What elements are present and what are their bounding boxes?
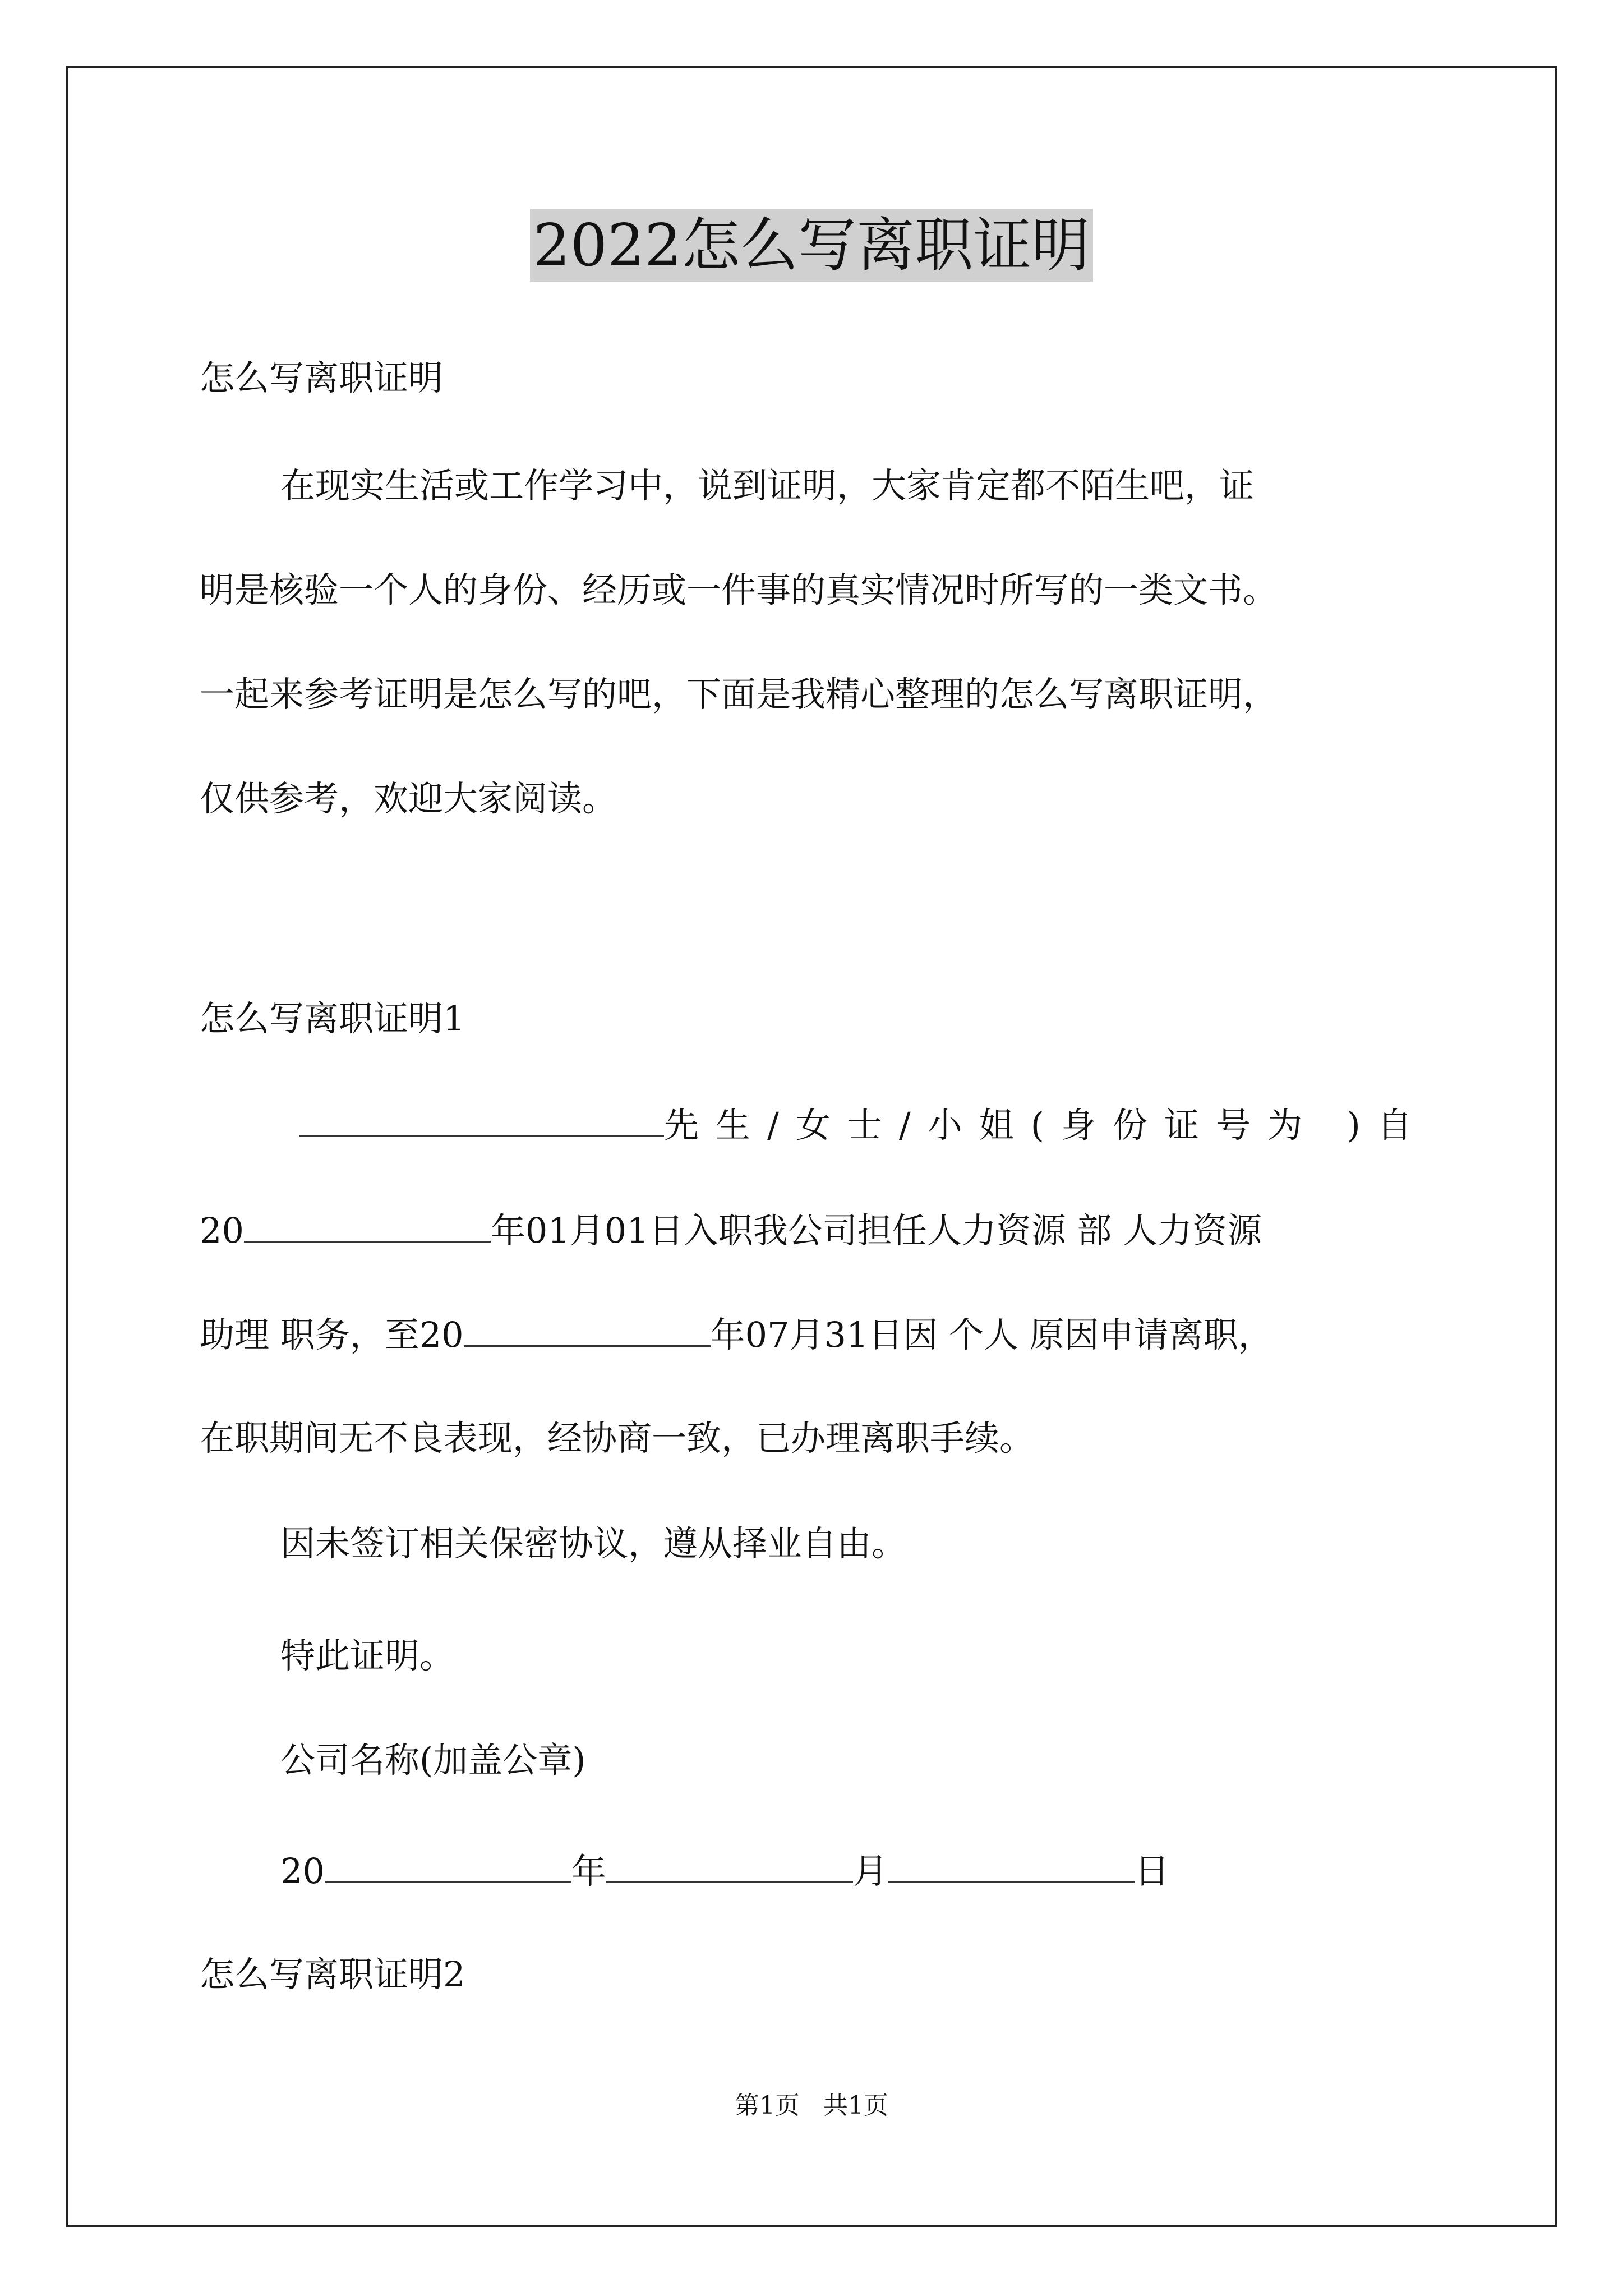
year-blank [464,1310,711,1347]
year-blank [244,1206,491,1243]
title-container [0,209,1623,282]
cert1-line-1-text: 先生/女士/小姐(身份证号为 )自 [664,1105,1429,1145]
month-blank [606,1847,853,1883]
intro-line-2: 明是核验一个人的身份、经历或一件事的真实情况时所写的一类文书。 [200,569,1278,610]
document-title: 2022怎么写离职证明 [530,209,1094,282]
day-blank [888,1847,1135,1883]
document-heading: 怎么写离职证明 [200,357,444,398]
cert1-line-5: 因未签订相关保密协议，遵从择业自由。 [280,1523,907,1564]
year-blank [325,1847,571,1883]
cert1-line-3-prefix: 助理 职务，至20 [200,1314,464,1355]
cert1-line-1 [299,1101,1429,1145]
cert1-line-2-text: 年01月01日入职我公司担任人力资源 部 人力资源 [490,1210,1262,1251]
cert1-line-2 [200,1206,1262,1251]
date-year: 年 [571,1851,606,1892]
intro-line-4: 仅供参考，欢迎大家阅读。 [200,778,617,819]
name-blank [299,1101,664,1137]
company-name: 公司名称(加盖公章) [280,1740,586,1780]
intro-line-3: 一起来参考证明是怎么写的吧，下面是我精心整理的怎么写离职证明， [200,674,1278,715]
page-footer: 第1页 共1页 [735,2091,888,2120]
year-prefix: 20 [200,1210,244,1251]
section1-heading: 怎么写离职证明1 [200,998,465,1039]
cert1-line-6: 特此证明。 [280,1635,455,1676]
cert1-line-4: 在职期间无不良表现，经协商一致，已办理离职手续。 [200,1418,1035,1458]
date-prefix: 20 [280,1851,325,1892]
date-day: 日 [1134,1851,1169,1892]
intro-line-1: 在现实生活或工作学习中，说到证明，大家肯定都不陌生吧，证 [280,465,1255,506]
section2-heading: 怎么写离职证明2 [200,1954,465,1995]
cert1-date-line [280,1847,1169,1892]
date-month: 月 [852,1851,888,1892]
cert1-line-3-text: 年07月31日因 个人 原因申请离职， [710,1314,1273,1355]
cert1-line-3 [200,1310,1273,1355]
